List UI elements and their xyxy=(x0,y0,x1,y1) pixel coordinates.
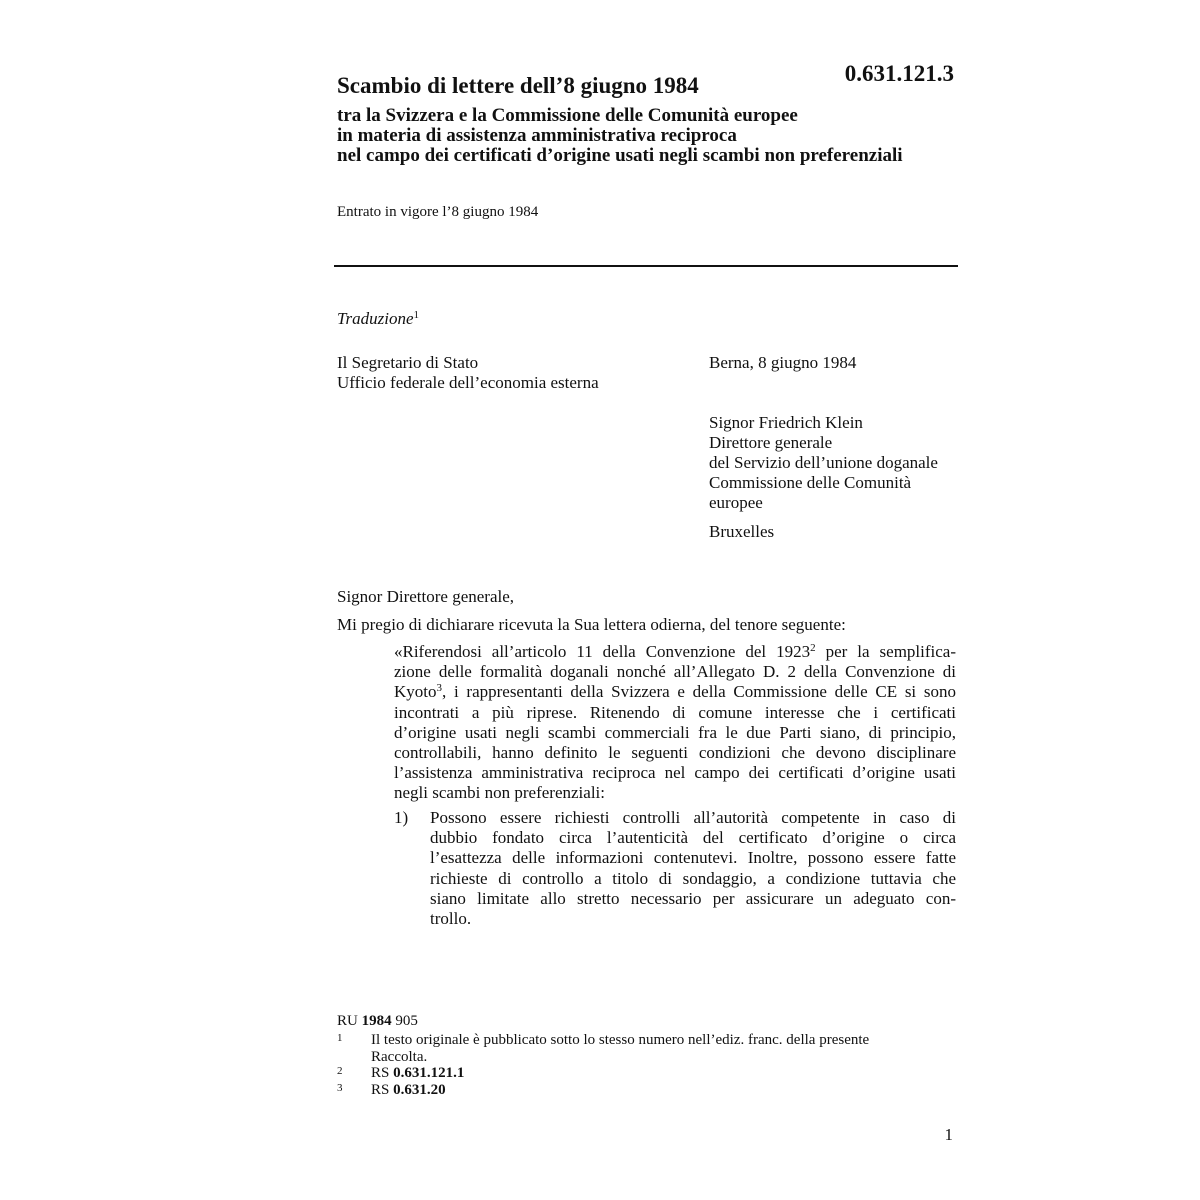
page-number: 1 xyxy=(944,1125,953,1144)
quote-line: d’origine usati negli scambi commerciali fra le due Parti siano, di principio, xyxy=(394,722,956,742)
sr-number: 0.631.121.3 xyxy=(844,61,954,86)
sender-line: Il Segretario di Stato xyxy=(337,353,479,372)
footnote-text xyxy=(371,1065,937,1082)
addressee-line: europee xyxy=(709,493,763,512)
addressee-line: Direttore generale xyxy=(709,433,833,452)
salutation: Signor Direttore generale, xyxy=(337,587,515,606)
addressee-line: del Servizio dell’unione doganale xyxy=(709,453,938,472)
quote-text: «Riferendosi all’articolo 11 della Convenzione del 1923 xyxy=(394,642,811,661)
translation-note xyxy=(337,309,419,329)
item-line: siano limitate allo stretto necessario per assicurare un adeguato con- xyxy=(430,888,956,908)
item-line: trollo. xyxy=(430,909,472,929)
sender-block xyxy=(337,353,599,393)
footnote-ref-3[interactable]: 3 xyxy=(436,682,442,695)
ru-year: 1984 xyxy=(361,1013,392,1029)
sender-line: Ufficio federale dell’economia esterna xyxy=(337,373,599,392)
footnote-mark: 1 xyxy=(337,1032,343,1044)
quote-line: controllabili, hanno definito le seguenti condizioni che devono disciplinare xyxy=(394,743,956,763)
item-line: Possono essere richiesti controlli all’autorità competente in caso di xyxy=(430,808,956,827)
footnote-2 xyxy=(337,1065,937,1082)
footnote-text xyxy=(371,1082,937,1099)
ru-page: 905 xyxy=(395,1013,418,1029)
quote-text: per la semplifica- xyxy=(815,642,956,661)
ru-reference xyxy=(337,1012,418,1030)
item-line: l’esattezza delle informazioni contenutevi. Inoltre, possono essere fatte xyxy=(430,848,956,868)
quoted-letter xyxy=(394,642,956,804)
quote-line: zione delle formalità doganali nonché all’Allegato D. 2 della Convenzione di xyxy=(394,662,956,682)
place-date: Berna, 8 giugno 1984 xyxy=(709,353,857,372)
addressee-line: Commissione delle Comunità xyxy=(709,473,912,492)
document-subtitle xyxy=(337,106,903,166)
footnote-ref-1[interactable]: 1 xyxy=(413,309,420,321)
quote-line: negli scambi non preferenziali: xyxy=(394,783,605,803)
quote-line: incontrati a più riprese. Ritenendo di comune interesse che i certificati xyxy=(394,702,956,722)
subtitle-line: nel campo dei certificati d’origine usati negli scambi non preferenziali xyxy=(337,145,903,166)
quote-line xyxy=(394,682,956,702)
item-number: 1) xyxy=(394,808,409,827)
ru-prefix: RU xyxy=(337,1013,358,1029)
in-force-date: Entrato in vigore l’8 giugno 1984 xyxy=(337,204,539,220)
footnote-text: Il testo originale è pubblicato sotto lo stesso numero nell’ediz. franc. della presente xyxy=(371,1032,870,1048)
footnote-mark: 2 xyxy=(337,1065,343,1077)
addressee-block xyxy=(709,413,959,542)
quote-text: , i rappresentanti della Svizzera e della Commissione delle CE si sono xyxy=(442,682,956,702)
translation-label: Traduzione xyxy=(337,309,414,328)
quote-line xyxy=(394,642,956,662)
document-title: Scambio di lettere dell’8 giugno 1984 xyxy=(337,73,699,98)
footnote-ref-2[interactable]: 2 xyxy=(810,642,816,654)
addressee-city: Bruxelles xyxy=(709,522,775,541)
subtitle-line: in materia di assistenza amministrativa reciproca xyxy=(337,125,737,146)
item-line: richieste di controllo a titolo di sondaggio, a condizione tuttavia che xyxy=(430,868,956,888)
footnote-prefix: RS xyxy=(371,1081,390,1098)
footnotes xyxy=(337,1032,937,1098)
item-line: dubbio fondato circa l’autenticità del certificato d’origine o circa xyxy=(430,828,956,848)
footnote-ref-link[interactable]: 0.631.20 xyxy=(393,1081,446,1098)
item-body xyxy=(430,808,956,929)
footnote-1 xyxy=(337,1032,937,1065)
horizontal-rule xyxy=(334,265,958,267)
footnote-3 xyxy=(337,1082,937,1099)
quote-line: l’assistenza amministrativa reciproca nel campo dei certificati d’origine usati xyxy=(394,763,956,783)
quote-text: Kyoto xyxy=(394,682,437,702)
footnote-ref-link[interactable]: 0.631.121.1 xyxy=(393,1065,465,1081)
subtitle-line: tra la Svizzera e la Commissione delle Comunità europee xyxy=(337,105,798,126)
intro-paragraph: Mi pregio di dichiarare ricevuta la Sua lettera odierna, del tenore seguente: xyxy=(337,615,846,634)
addressee-line: Signor Friedrich Klein xyxy=(709,413,863,432)
footnote-text: Raccolta. xyxy=(371,1048,428,1065)
footnote-mark: 3 xyxy=(337,1081,343,1094)
footnote-prefix: RS xyxy=(371,1065,390,1081)
